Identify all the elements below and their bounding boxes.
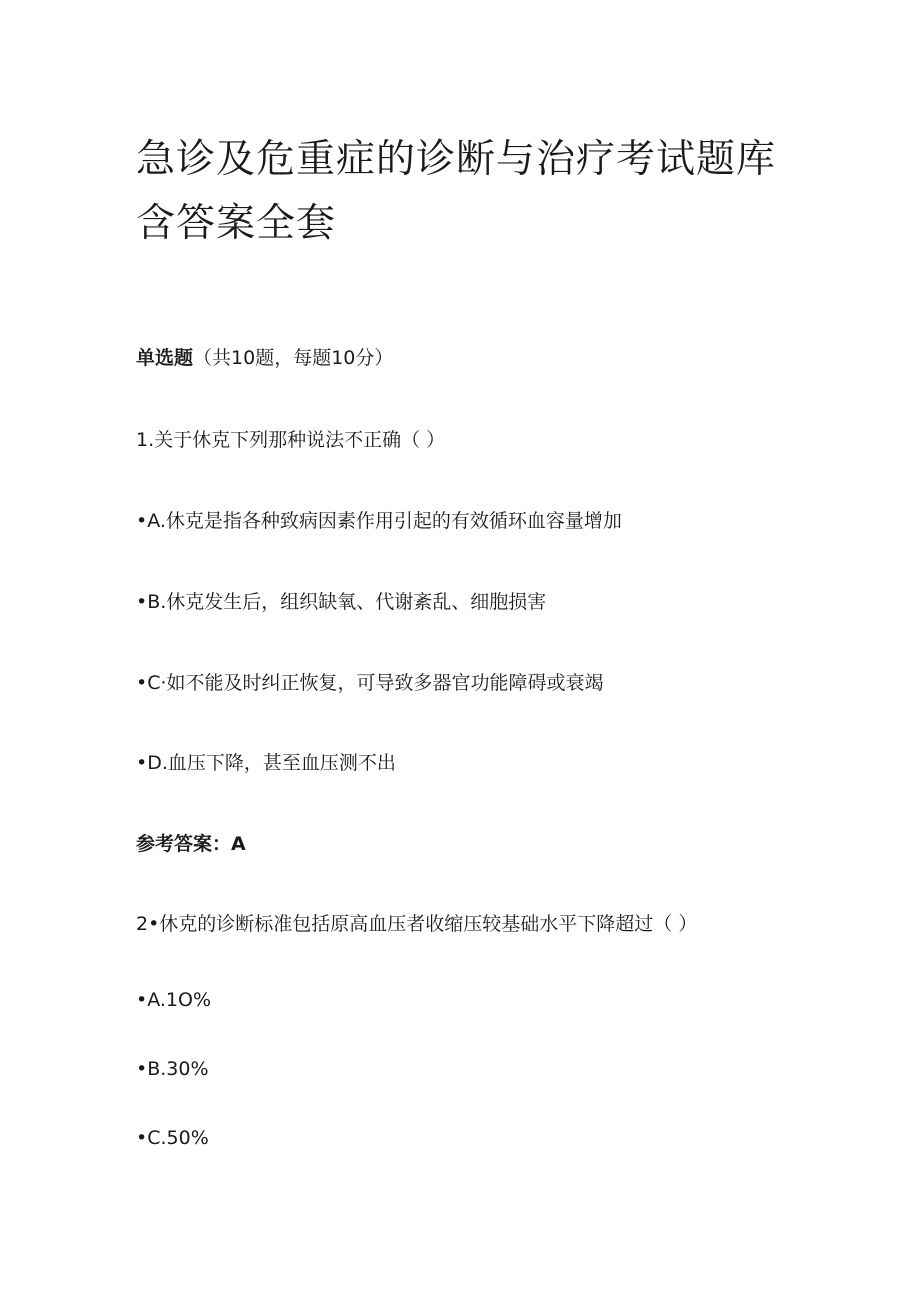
question-2-option-b: •B.30%: [136, 1058, 209, 1080]
section-label: 单选题: [136, 347, 194, 369]
answer-value: A: [231, 833, 246, 855]
answer-label: 参考答案：: [136, 833, 232, 855]
question-1-option-b: •B.休克发生后，组织缺氧、代谢紊乱、细胞损害: [136, 591, 547, 613]
section-note: （共10题，每题10分）: [193, 347, 394, 369]
question-1-answer: [136, 831, 246, 857]
question-2-stem: 2•休克的诊断标准包括原高血压者收缩压较基础水平下降超过（ ）: [136, 913, 698, 935]
question-2-option-c: •C.50%: [136, 1127, 209, 1149]
title-line-2: 含答案全套: [136, 201, 337, 246]
question-1-option-a: •A.休克是指各种致病因素作用引起的有效循环血容量增加: [136, 510, 622, 532]
question-1-option-c: •C·如不能及时纠正恢复，可导致多器官功能障碍或衰竭: [136, 672, 604, 694]
document-title: [136, 128, 816, 256]
title-line-1: 急诊及危重症的诊断与治疗考试题库: [136, 137, 777, 182]
question-2-option-a: •A.1O%: [136, 989, 212, 1011]
question-1-stem: 1.关于休克下列那种说法不正确（ ）: [136, 429, 446, 451]
section-heading: [136, 345, 393, 371]
question-1-option-d: •D.血压下降，甚至血压测不出: [136, 752, 396, 774]
